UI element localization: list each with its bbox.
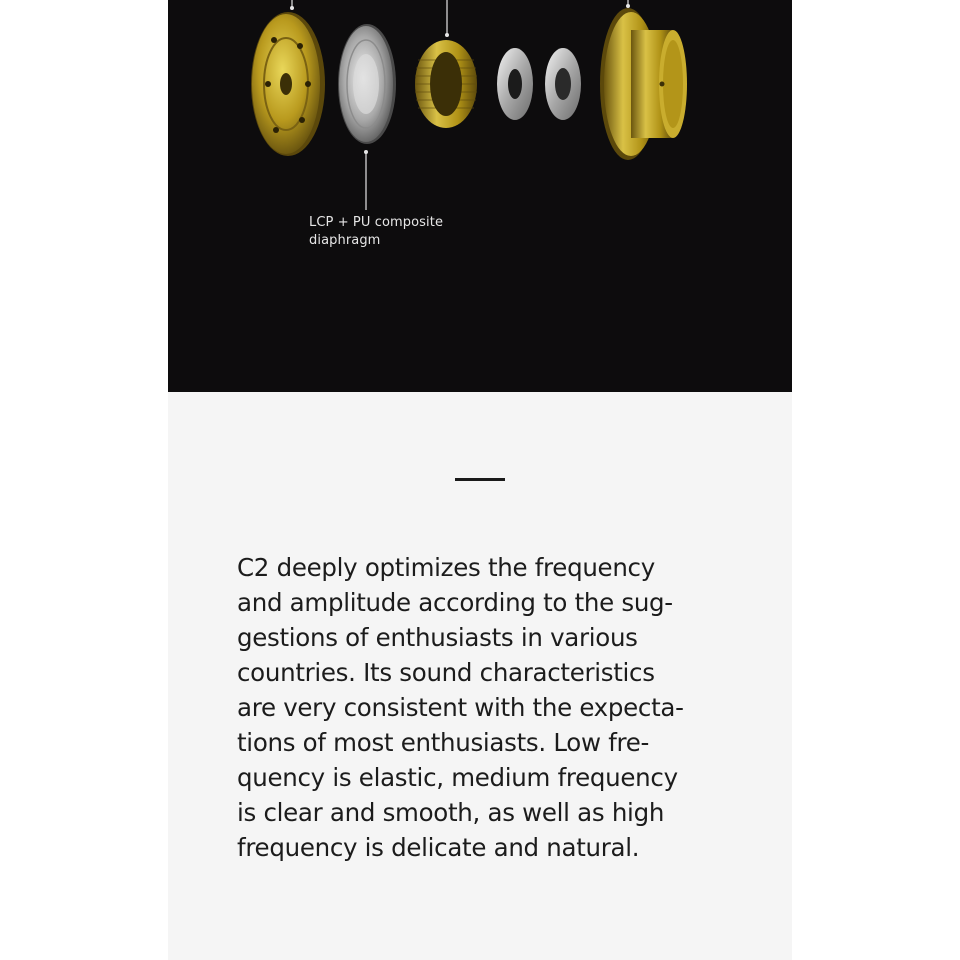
section-divider	[455, 478, 505, 481]
callout-line-2: diaphragm	[309, 233, 381, 248]
exploded-driver-hero-image	[168, 0, 792, 392]
paragraph-line: countries. Its sound characteristics	[237, 658, 655, 687]
product-detail-page	[168, 0, 792, 960]
sound-description-paragraph	[237, 550, 737, 865]
diaphragm-callout-dot	[364, 150, 368, 154]
paragraph-line: are very consistent with the expecta-	[237, 693, 684, 722]
silver-spacer-ring-image	[545, 48, 581, 120]
paragraph-line: is clear and smooth, as well as high	[237, 798, 665, 827]
paragraph-line: tions of most enthusiasts. Low fre-	[237, 728, 650, 757]
paragraph-line: C2 deeply optimizes the frequency	[237, 553, 655, 582]
exploded-driver-illustration	[168, 0, 792, 392]
diaphragm-callout-label	[309, 214, 509, 250]
callout-dot	[626, 4, 630, 8]
threaded-gold-ring-image	[415, 40, 477, 128]
paragraph-line: gestions of enthusiasts in various	[237, 623, 638, 652]
paragraph-line: frequency is delicate and natural.	[237, 833, 640, 862]
paragraph-line: and amplitude according to the sug-	[237, 588, 673, 617]
silver-spacer-ring-image	[497, 48, 533, 120]
callout-dot	[290, 6, 294, 10]
callout-dot	[445, 33, 449, 37]
composite-diaphragm-image	[338, 24, 396, 144]
gold-driver-housing-image	[600, 8, 687, 160]
gold-back-plate-image	[251, 12, 325, 156]
paragraph-line: quency is elastic, medium frequency	[237, 763, 678, 792]
callout-line-1: LCP + PU composite	[309, 215, 444, 230]
